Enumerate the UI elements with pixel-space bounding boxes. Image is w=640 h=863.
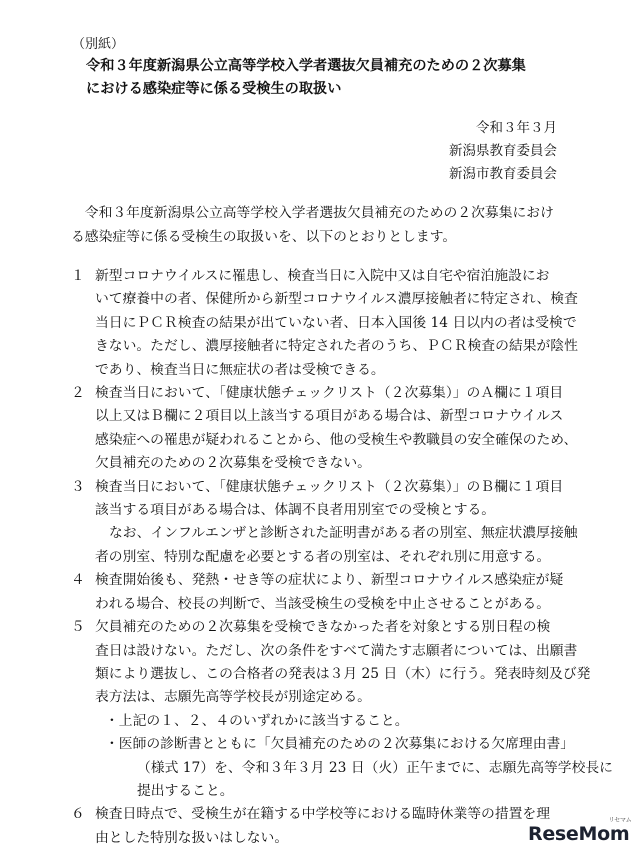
condition-bullet-cont: 提出すること。 xyxy=(137,782,234,799)
item-body xyxy=(95,265,591,382)
item-number: ２ xyxy=(71,385,85,402)
item-number: ５ xyxy=(71,619,85,636)
condition-bullet: ・医師の診断書とともに「欠員補充のための２次募集における欠席理由書」 xyxy=(105,736,575,753)
logo-brand: ReseMom xyxy=(528,823,630,845)
issuer-prefecture-board: 新潟県教育委員会 xyxy=(449,143,557,159)
item-line: 検査日時点で、受検生が在籍する中学校等における臨時休業等の措置を理 xyxy=(95,806,551,823)
item-line: 由とした特別な扱いはしない。 xyxy=(95,829,289,846)
item-number: １ xyxy=(71,268,85,284)
item-line: 欠員補充のための２次募集を受検できない。 xyxy=(95,455,371,472)
item-number: ４ xyxy=(71,572,85,589)
item-note-line: なお、インフルエンザと診断された証明書がある者の別室、無症状濃厚接触 xyxy=(109,525,578,542)
item-line: いて療養中の者、保健所から新型コロナウイルス濃厚接触者に特定され、検査 xyxy=(95,291,578,308)
logo-kana: リセマム xyxy=(608,817,632,824)
item-line: であり、検査当日に無症状の者は受検できる。 xyxy=(95,361,385,378)
item-line: 表方法は、志願先高等学校長が別途定める。 xyxy=(95,689,371,706)
intro-line: 令和３年度新潟県公立高等学校入学者選抜欠員補充のための２次募集におけ xyxy=(71,205,554,221)
title-line-2: における感染症等に係る受検生の取扱い xyxy=(86,81,342,97)
item-line: 査日は設けない。ただし、次の条件をすべて満たす志願者については、出願書 xyxy=(95,642,578,659)
intro-paragraph xyxy=(71,202,571,249)
item-line: 検査開始後も、発熱・せき等の症状により、新型コロナウイルス感染症が疑 xyxy=(95,572,564,589)
item-line: きない。ただし、濃厚接触者に特定された者のうち、ＰＣＲ検査の結果が陰性 xyxy=(95,338,578,355)
item-6 xyxy=(71,803,591,850)
item-line: 感染症への罹患が疑われることから、他の受検生や教職員の安全確保のため、 xyxy=(95,431,578,448)
condition-bullet: ・上記の１、２、４のいずれかに該当すること。 xyxy=(105,712,409,729)
item-line: 当日にＰＣＲ検査の結果が出ていない者、日本入国後 14 日以内の者は受検で xyxy=(95,314,577,331)
condition-bullet-cont: （様式 17）を、令和３年３月 23 日（火）正午までに、志願先高等学校長に xyxy=(137,759,613,776)
item-body xyxy=(95,476,591,570)
item-body xyxy=(95,616,613,803)
item-line: 類により選抜し、この合格者の発表は３月 25 日（木）に行う。発表時刻及び発 xyxy=(95,665,591,682)
items-list xyxy=(71,265,613,850)
title-line-1: 令和３年度新潟県公立高等学校入学者選抜欠員補充のための２次募集 xyxy=(86,58,526,74)
item-1 xyxy=(71,265,591,382)
document-title xyxy=(86,55,586,101)
attachment-tag: （別紙） xyxy=(72,37,125,52)
item-line: 検査当日において、「健康状態チェックリスト（２次募集）」のＢ欄に１項目 xyxy=(95,478,564,495)
item-number: ６ xyxy=(71,806,85,823)
item-4 xyxy=(71,569,591,616)
item-line: 新型コロナウイルスに罹患し、検査当日に入院中又は自宅や宿泊施設にお xyxy=(95,268,550,284)
item-line: 以上又はＢ欄に２項目以上該当する項目がある場合は、新型コロナウイルス xyxy=(95,408,564,425)
item-2 xyxy=(71,382,591,476)
item-line: 欠員補充のための２次募集を受検できなかった者を対象とする別日程の検 xyxy=(95,619,551,636)
item-note-line: 者の別室、特別な配慮を必要とする者の別室は、それぞれ別に用意する。 xyxy=(95,548,551,565)
resemom-watermark-logo xyxy=(528,817,632,845)
item-body xyxy=(95,803,591,850)
intro-line: る感染症等に係る受検生の取扱いを、以下のとおりとします。 xyxy=(71,228,457,245)
item-number: ３ xyxy=(71,478,85,495)
item-5 xyxy=(71,616,613,803)
issuer-block xyxy=(449,117,557,186)
item-body xyxy=(95,382,591,476)
item-line: 該当する項目がある場合は、体調不良者用別室での受検とする。 xyxy=(95,502,496,519)
item-3 xyxy=(71,476,591,570)
item-line: 検査当日において、「健康状態チェックリスト（２次募集）」のＡ欄に１項目 xyxy=(95,385,564,402)
item-line: われる場合、校長の判断で、当該受検生の受検を中止させることがある。 xyxy=(95,595,551,612)
item-body xyxy=(95,569,591,616)
issue-date: 令和３年３月 xyxy=(476,120,557,136)
issuer-city-board: 新潟市教育委員会 xyxy=(449,166,557,182)
